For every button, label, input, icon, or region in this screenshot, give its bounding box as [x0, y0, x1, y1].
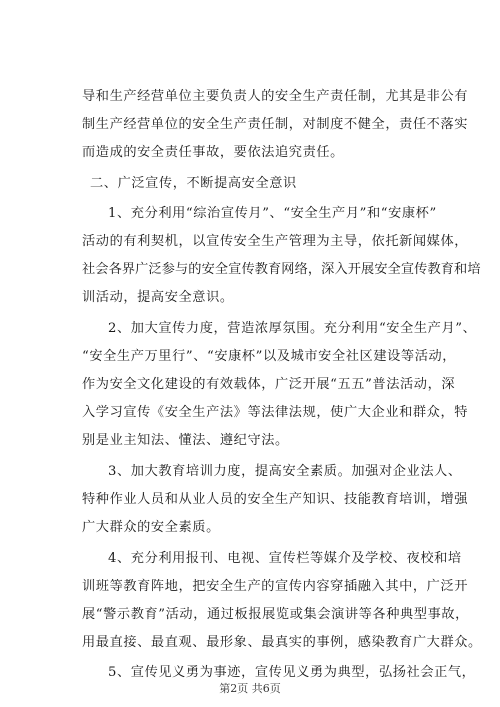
text-line: 用最直接、最直观、最形象、最真实的事例，感染教育广大群众。 — [82, 635, 482, 650]
text-line: 社会各界广泛参与的安全宣传教育网络，深入开展安全宣传教育和培 — [82, 262, 481, 277]
page-number: 第2页 共6页 — [219, 682, 281, 695]
text-line: “安全生产万里行”、“安康杯”以及城市安全社区建设等活动， — [82, 349, 457, 364]
text-line: 特种作业人员和从业人员的安全生产知识、技能教育培训，增强 — [82, 492, 469, 507]
section-heading: 二、广泛宣传，不断提高安全意识 — [90, 176, 297, 191]
text-line: 活动的有利契机，以宣传安全生产管理为主导，依托新闻媒体， — [82, 234, 469, 249]
text-line: 作为安全文化建设的有效载体，广泛开展“五五”普法活动，深 — [82, 377, 456, 392]
text-line: 3、加大教育培训力度，提高安全素质。加强对企业法人、 — [108, 464, 462, 479]
text-line: 别是业主知法、懂法、遵纪守法。 — [82, 433, 289, 448]
text-line: 制生产经营单位的安全生产责任制，对制度不健全，责任不落实 — [82, 117, 469, 132]
text-line: 训活动，提高安全意识。 — [82, 290, 234, 305]
text-line: 4、充分利用报刊、电视、宣传栏等媒介及学校、夜校和培 — [108, 551, 462, 566]
text-line: 5、宣传见义勇为事迹，宣传见义勇为典型，弘扬社会正气， — [108, 665, 476, 680]
text-line: 广大群众的安全素质。 — [82, 520, 220, 535]
text-line: 展“警示教育”活动，通过板报展览或集会演讲等各种典型事故， — [82, 607, 469, 622]
text-line: 导和生产经营单位主要负责人的安全生产责任制，尤其是非公有 — [82, 89, 469, 104]
text-line: 2、加大宣传力度，营造浓厚氛围。充分利用“安全生产月”、 — [108, 321, 477, 336]
text-line: 入学习宣传《安全生产法》等法律法规，使广大企业和群众，特 — [82, 405, 469, 420]
text-line: 1、充分利用“综治宣传月”、“安全生产月”和“安康杯” — [108, 206, 437, 221]
text-line: 而造成的安全责任事故，要依法追究责任。 — [82, 145, 344, 160]
text-line: 训班等教育阵地，把安全生产的宣传内容穿插融入其中，广泛开 — [82, 579, 469, 594]
